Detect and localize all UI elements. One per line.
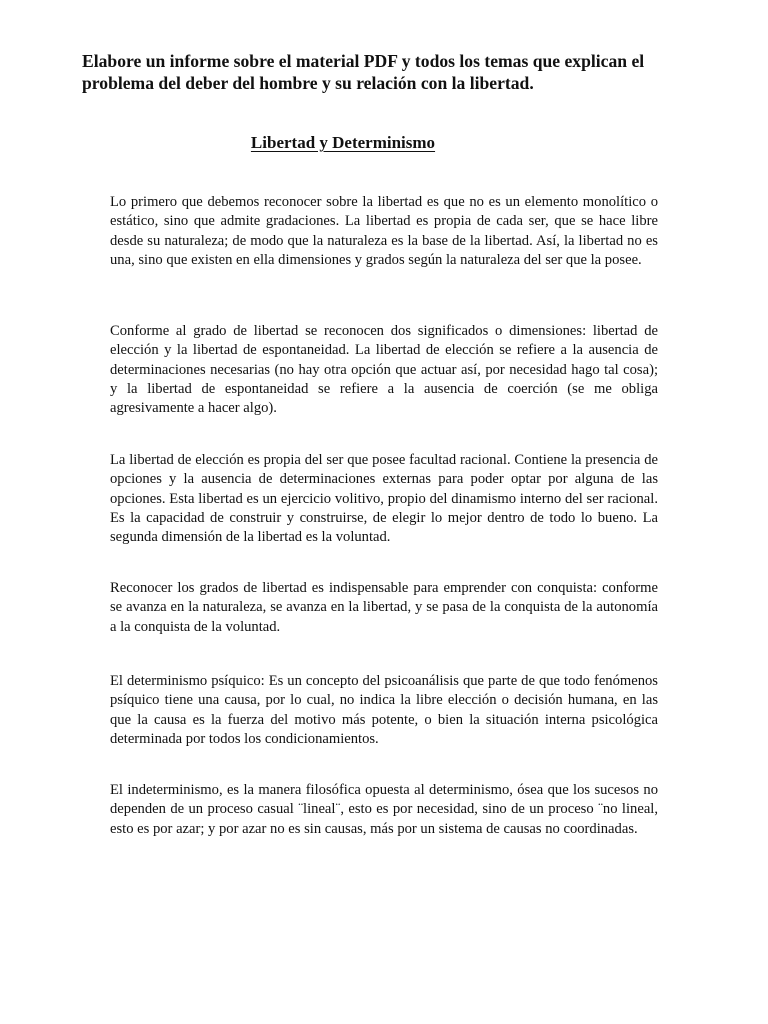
paragraph-5: El determinismo psíquico: Es un concepto del psicoanálisis que parte de que todo fenómenos psíquico tiene una causa, por lo cual, no indica la libre elección o decisión humana, en las que la causa es la fuerza del motivo más potente, o bien la situación interna psicológica determinada por todos los condicionamientos. (110, 673, 658, 747)
paragraph-1: Lo primero que debemos reconocer sobre la libertad es que no es un elemento monolítico o estático, sino que admite gradaciones. La libertad es propia de cada ser, que se hace libre desde su naturaleza; de modo que la naturaleza es la base de la libertad. Así, la libertad no es una, sino que existen en ella dimensiones y grados según la naturaleza del ser que la posee. (110, 194, 658, 268)
paragraph-4: Reconocer los grados de libertad es indispensable para emprender con conquista: conforme se avanza en la naturaleza, se avanza en la libertad, y se pasa de la conquista de la autonomía a la conquista de la voluntad. (110, 580, 658, 635)
assignment-prompt: Elabore un informe sobre el material PDF y todos los temas que explican el problema del deber del hombre y su relación con la libertad. (82, 51, 645, 93)
paragraph-2: Conforme al grado de libertad se reconocen dos significados o dimensiones: libertad de elección y la libertad de espontaneidad. La libertad de elección se refiere a la ausencia de determinaciones necesarias (no hay otra opción que actuar así, por necesidad hago tal cosa); y la libertad de espontaneidad se refiere a la ausencia de coerción (se me obliga agresivamente a hacer algo). (110, 323, 658, 417)
document-title: Libertad y Determinismo (250, 133, 436, 152)
paragraph-3: La libertad de elección es propia del ser que posee facultad racional. Contiene la presencia de opciones y la ausencia de determinaciones externas para poder optar por alguna de las opciones. Esta libertad es un ejercicio volitivo, propio del dinamismo interno del ser racional. Es la capacidad de construir y construirse, de elegir lo mejor dentro de todo lo bueno. La segunda dimensión de la libertad es la voluntad. (110, 452, 658, 546)
paragraph-6: El indeterminismo, es la manera filosófica opuesta al determinismo, ósea que los sucesos no dependen de un proceso casual ¨lineal¨, esto es por necesidad, sino de un proceso ¨no lineal, esto es por azar; y por azar no es sin causas, más por un sistema de causas no coordinadas. (110, 782, 658, 837)
